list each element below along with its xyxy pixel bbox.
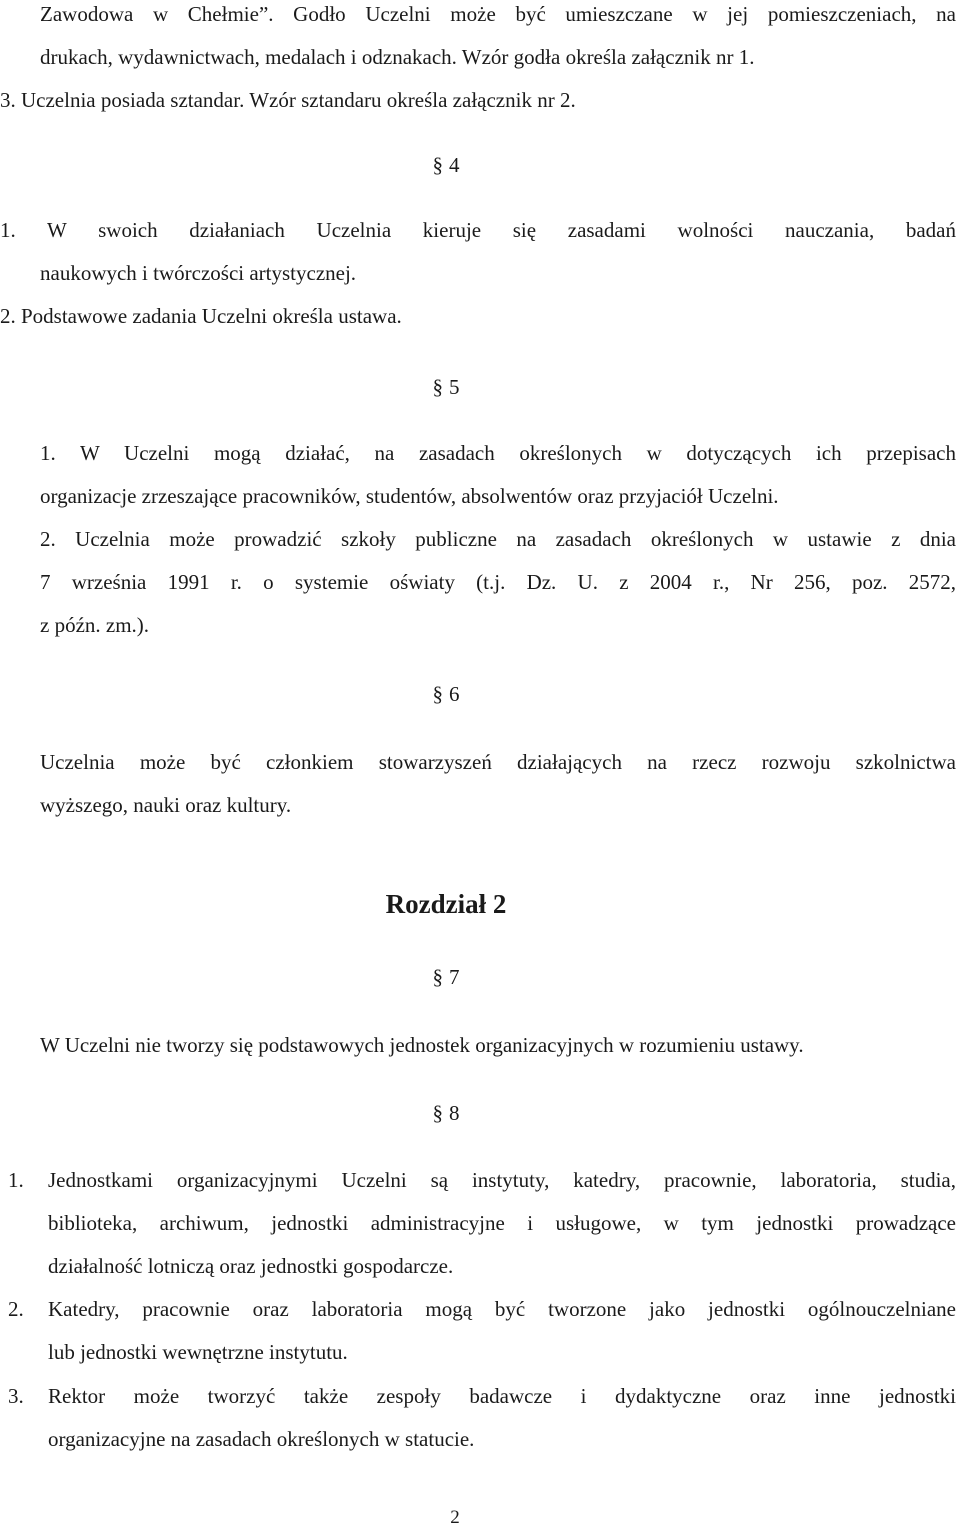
paragraph-line: Uczelnia może być członkiem stowarzyszeń działających na rzecz rozwoju szkolnictwa	[40, 750, 956, 774]
paragraph-line: 7 września 1991 r. o systemie oświaty (t.j. Dz. U. z 2004 r., Nr 256, poz. 2572,	[40, 570, 956, 594]
list-item-line: lub jednostki wewnętrzne instytutu.	[48, 1340, 348, 1364]
list-item-line: działalność lotniczą oraz jednostki gospodarcze.	[48, 1254, 454, 1278]
section-symbol: §	[432, 1101, 443, 1125]
section-number: 6	[449, 682, 460, 706]
section-heading-7	[0, 956, 892, 999]
list-item-line: organizacyjne na zasadach określonych w statucie.	[48, 1427, 475, 1451]
chapter-heading: Rozdział 2	[385, 889, 507, 919]
section-symbol: §	[432, 682, 443, 706]
page-number: 2	[450, 1507, 460, 1528]
list-item: 2. Podstawowe zadania Uczelni określa ustawa.	[0, 304, 402, 328]
paragraph-line: naukowych i twórczości artystycznej.	[40, 261, 357, 285]
list-item-line: biblioteka, archiwum, jednostki administracyjne i usługowe, w tym jednostki prowadzące	[48, 1211, 956, 1235]
list-item-line: Jednostkami organizacyjnymi Uczelni są instytuty, katedry, pracownie, laboratoria, studia,	[48, 1168, 956, 1192]
list-item: 1. W swoich działaniach Uczelnia kieruje się zasadami wolności nauczania, badań	[0, 218, 956, 242]
paragraph-line: organizacje zrzeszające pracowników, studentów, absolwentów oraz przyjaciół Uczelni.	[40, 484, 779, 508]
list-item: 3. Uczelnia posiada sztandar. Wzór sztandaru określa załącznik nr 2.	[0, 88, 576, 112]
section-number: 4	[449, 153, 460, 177]
section-symbol: §	[432, 965, 443, 989]
paragraph-line: W Uczelni nie tworzy się podstawowych jednostek organizacyjnych w rozumieniu ustawy.	[40, 1033, 804, 1057]
section-number: 5	[449, 375, 460, 399]
list-item-line: Katedry, pracownie oraz laboratoria mogą być tworzone jako jednostki ogólnouczelniane	[48, 1297, 956, 1321]
list-number: 3.	[8, 1384, 24, 1408]
section-heading-8	[0, 1092, 892, 1135]
paragraph-line: 2. Uczelnia może prowadzić szkoły publiczne na zasadach określonych w ustawie z dnia	[40, 527, 956, 551]
section-heading-5	[0, 366, 892, 409]
list-number: 2.	[8, 1297, 24, 1321]
paragraph-line: Zawodowa w Chełmie”. Godło Uczelni może być umieszczane w jej pomieszczeniach, na	[40, 2, 956, 26]
section-symbol: §	[432, 153, 443, 177]
section-number: 7	[449, 965, 460, 989]
paragraph-line: wyższego, nauki oraz kultury.	[40, 793, 292, 817]
list-item-line: Rektor może tworzyć także zespoły badawcze i dydaktyczne oraz inne jednostki	[48, 1384, 956, 1408]
paragraph-line: 1. W Uczelni mogą działać, na zasadach określonych w dotyczących ich przepisach	[40, 441, 956, 465]
paragraph-line: drukach, wydawnictwach, medalach i odznakach. Wzór godła określa załącznik nr 1.	[40, 45, 755, 69]
section-heading-4	[0, 144, 892, 187]
list-number: 1.	[8, 1168, 24, 1192]
section-number: 8	[449, 1101, 460, 1125]
paragraph-line: z późn. zm.).	[40, 613, 150, 637]
section-heading-6	[0, 673, 892, 716]
section-symbol: §	[432, 375, 443, 399]
